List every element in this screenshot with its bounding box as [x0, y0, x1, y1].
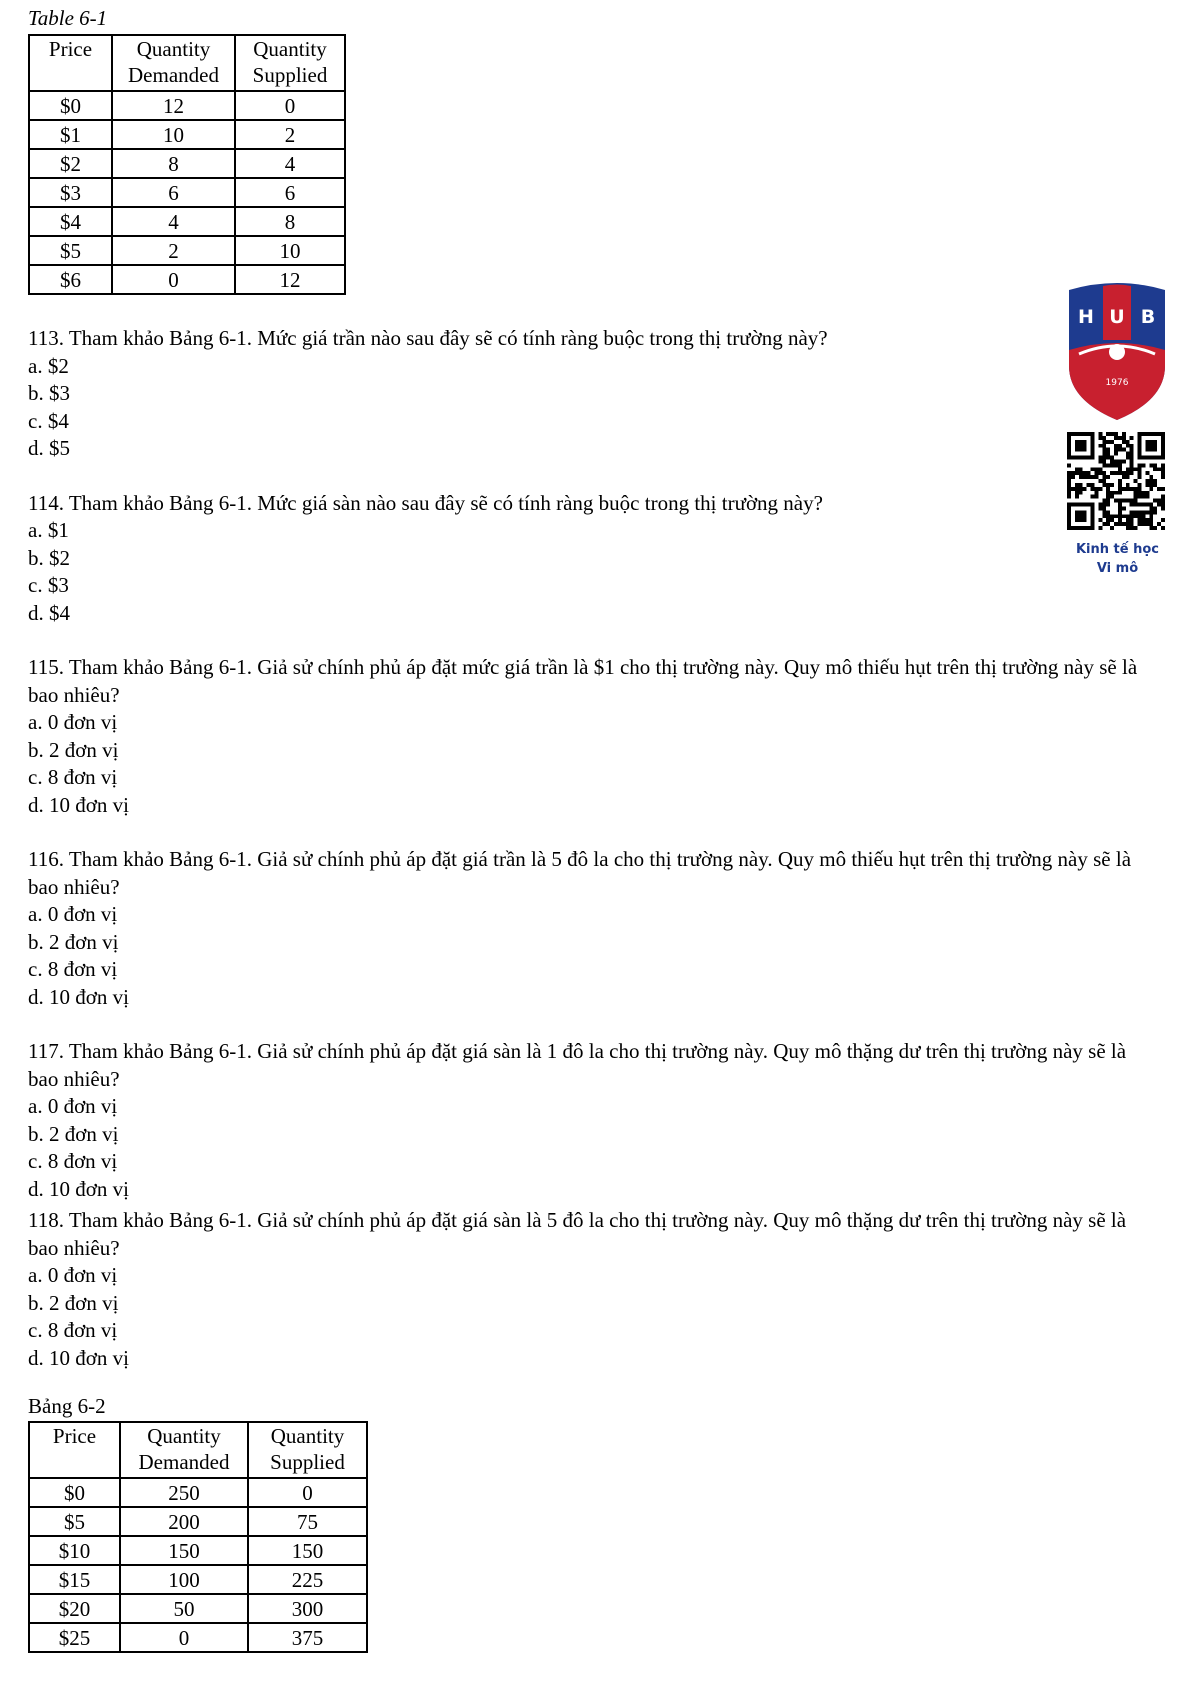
supplied-cell: 75 — [248, 1507, 367, 1536]
supplied-cell: 0 — [235, 91, 345, 120]
table-row — [29, 1594, 367, 1623]
subject-line-1: Kinh tế học — [1075, 542, 1159, 557]
question-114 — [28, 490, 1148, 628]
answer-option: c. 8 đơn vị — [28, 765, 118, 789]
demanded-cell: 6 — [112, 178, 235, 207]
subject-label — [1060, 540, 1175, 578]
price-cell: $20 — [29, 1594, 120, 1623]
demanded-cell: 10 — [112, 120, 235, 149]
price-cell: $2 — [29, 149, 112, 178]
supplied-cell: 0 — [248, 1478, 367, 1507]
table-6-2 — [28, 1421, 368, 1653]
answer-option: d. 10 đơn vị — [28, 1345, 129, 1370]
price-cell: $25 — [29, 1623, 120, 1652]
question-115 — [28, 654, 1148, 819]
table-row — [29, 1507, 367, 1536]
table-row — [29, 1478, 367, 1507]
table-row — [29, 1623, 367, 1652]
demanded-cell: 200 — [120, 1507, 248, 1536]
answer-option: b. 2 đơn vị — [28, 1290, 119, 1315]
header-quantity-supplied: Quantity Supplied — [235, 35, 345, 91]
answer-option: a. 0 đơn vị — [28, 1263, 118, 1287]
answer-option: c. $3 — [28, 573, 69, 597]
answer-option: b. 2 đơn vị — [28, 737, 119, 762]
demanded-cell: 8 — [112, 149, 235, 178]
hub-logo — [1065, 280, 1169, 421]
table1-caption: Table 6-1 — [28, 6, 108, 30]
supplied-cell: 8 — [235, 207, 345, 236]
supplied-cell: 2 — [235, 120, 345, 149]
table-row — [29, 149, 345, 178]
supplied-cell: 375 — [248, 1623, 367, 1652]
header-quantity-supplied: Quantity Supplied — [248, 1422, 367, 1478]
answer-option: b. 2 đơn vị — [28, 1121, 119, 1146]
supplied-cell: 10 — [235, 236, 345, 265]
table-row — [29, 207, 345, 236]
demanded-cell: 250 — [120, 1478, 248, 1507]
answer-option: b. $2 — [28, 545, 70, 570]
table-row — [29, 178, 345, 207]
question-117 — [28, 1038, 1148, 1203]
answer-option: d. $4 — [28, 600, 70, 625]
price-cell: $5 — [29, 236, 112, 265]
price-cell: $6 — [29, 265, 112, 294]
supplied-cell: 150 — [248, 1536, 367, 1565]
header-quantity-demanded: Quantity Demanded — [112, 35, 235, 91]
question-stem: 117. Tham khảo Bảng 6-1. Giả sử chính phủ áp đặt giá sàn là 1 đô la cho thị trường này. Quy mô thặng dư trên thị trường này sẽ là bao nhiêu? — [28, 1039, 1127, 1091]
table-row — [29, 265, 345, 294]
header-quantity-demanded: Quantity Demanded — [120, 1422, 248, 1478]
answer-option: b. $3 — [28, 381, 70, 405]
price-cell: $15 — [29, 1565, 120, 1594]
answer-option: c. 8 đơn vị — [28, 1318, 118, 1342]
answer-option: a. $2 — [28, 353, 69, 378]
subject-line-2: Vi mô — [1096, 561, 1139, 576]
price-cell: $4 — [29, 207, 112, 236]
supplied-cell: 300 — [248, 1594, 367, 1623]
price-cell: $0 — [29, 91, 112, 120]
logo-letter-h: H — [1078, 306, 1094, 328]
demanded-cell: 4 — [112, 207, 235, 236]
questions — [28, 325, 1148, 1372]
logo-letter-u: U — [1109, 306, 1125, 328]
demanded-cell: 100 — [120, 1565, 248, 1594]
table2-caption: Bảng 6-2 — [28, 1394, 106, 1418]
answer-option: a. 0 đơn vị — [28, 710, 118, 734]
price-cell: $3 — [29, 178, 112, 207]
header-price: Price — [29, 35, 112, 91]
price-cell: $0 — [29, 1478, 120, 1507]
supplied-cell: 6 — [235, 178, 345, 207]
demanded-cell: 12 — [112, 91, 235, 120]
answer-option: d. 10 đơn vị — [28, 984, 129, 1009]
question-116 — [28, 846, 1148, 1011]
answer-option: c. $4 — [28, 408, 69, 433]
table-6-1 — [28, 34, 346, 295]
demanded-cell: 2 — [112, 236, 235, 265]
answer-option: a. 0 đơn vị — [28, 1094, 118, 1118]
answer-option: c. 8 đơn vị — [28, 957, 118, 981]
table-row — [29, 120, 345, 149]
demanded-cell: 0 — [112, 265, 235, 294]
table-header-row — [29, 1422, 367, 1478]
qr-code-icon — [1067, 432, 1165, 530]
supplied-cell: 4 — [235, 149, 345, 178]
question-stem: 115. Tham khảo Bảng 6-1. Giả sử chính phủ áp đặt mức giá trần là $1 cho thị trường này. Quy mô thiếu hụt trên thị trường này sẽ là bao nhiêu? — [28, 655, 1138, 707]
answer-option: c. 8 đơn vị — [28, 1149, 118, 1173]
logo-letter-b: B — [1140, 306, 1156, 328]
answer-option: b. 2 đơn vị — [28, 929, 119, 954]
answer-option: d. $5 — [28, 436, 70, 460]
logo-year: 1976 — [1105, 378, 1129, 388]
table-header-row — [29, 35, 345, 91]
table-row — [29, 91, 345, 120]
answer-option: a. $1 — [28, 518, 69, 542]
table-row — [29, 236, 345, 265]
price-cell: $10 — [29, 1536, 120, 1565]
question-stem: 116. Tham khảo Bảng 6-1. Giả sử chính phủ áp đặt giá trần là 5 đô la cho thị trường này. Quy mô thiếu hụt trên thị trường này sẽ là bao nhiêu? — [28, 847, 1132, 899]
answer-option: d. 10 đơn vị — [28, 1176, 129, 1201]
question-stem: 113. Tham khảo Bảng 6-1. Mức giá trần nào sau đây sẽ có tính ràng buộc trong thị trường này? — [28, 326, 828, 350]
table-row — [29, 1536, 367, 1565]
question-113 — [28, 325, 1148, 463]
header-price: Price — [29, 1422, 120, 1478]
question-stem: 118. Tham khảo Bảng 6-1. Giả sử chính phủ áp đặt giá sàn là 5 đô la cho thị trường này. Quy mô thặng dư trên thị trường này sẽ là bao nhiêu? — [28, 1208, 1127, 1260]
demanded-cell: 150 — [120, 1536, 248, 1565]
question-stem: 114. Tham khảo Bảng 6-1. Mức giá sàn nào sau đây sẽ có tính ràng buộc trong thị trường này? — [28, 490, 823, 515]
answer-option: d. 10 đơn vị — [28, 792, 129, 817]
supplied-cell: 225 — [248, 1565, 367, 1594]
table-row — [29, 1565, 367, 1594]
demanded-cell: 0 — [120, 1623, 248, 1652]
price-cell: $5 — [29, 1507, 120, 1536]
answer-option: a. 0 đơn vị — [28, 902, 118, 926]
demanded-cell: 50 — [120, 1594, 248, 1623]
price-cell: $1 — [29, 120, 112, 149]
supplied-cell: 12 — [235, 265, 345, 294]
question-118 — [28, 1207, 1148, 1372]
